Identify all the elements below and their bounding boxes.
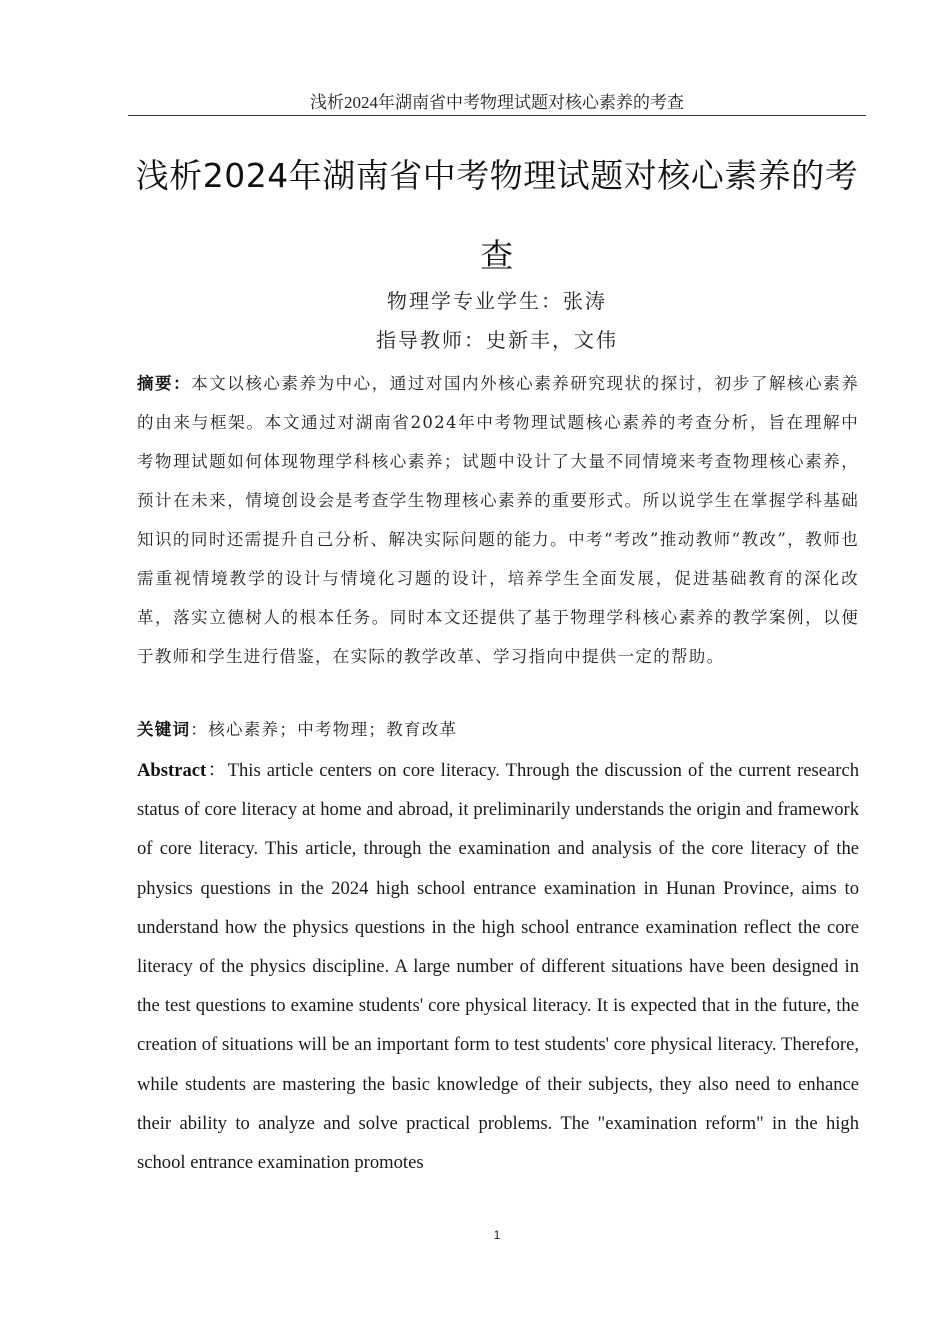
abstract-cn-label: 摘要： xyxy=(137,374,192,393)
header-divider xyxy=(128,115,866,116)
keywords-label: 关键词 xyxy=(137,720,191,739)
keywords-text: ：核心素养；中考物理；教育改革 xyxy=(190,720,458,739)
abstract-en-text: ：This article centers on core literacy. Through the discussion of the current research status of core literacy at home and abroad, it preliminarily understands the origin and framework of core literacy. This article, through the examination and analysis of the core literacy of the physics questions in the 2024 high school entrance examination in Hunan Province, aims to understand how the physics questions in the high school entrance examination reflect the core literacy of the physics discipline. A large number of different situations have been designed in the test questions to examine students' core physical literacy. It is expected that in the future, the creation of situations will be an important form to test students' core physical literacy. Therefore, while students are mastering the basic knowledge of their subjects, they also need to enhance their ability to analyze and solve practical problems. The "examination reform" in the high school entrance examination promotes xyxy=(137,760,859,1174)
keywords xyxy=(137,715,859,745)
abstract-chinese xyxy=(137,364,859,676)
author-line: 物理学专业学生：张涛 xyxy=(387,289,607,313)
abstract-english xyxy=(137,751,859,1182)
abstract-en-label: Abstract xyxy=(137,760,207,781)
running-header: 浅析2024年湖南省中考物理试题对核心素养的考查 xyxy=(310,93,684,112)
advisor-line: 指导教师：史新丰，文伟 xyxy=(376,328,618,352)
abstract-cn-text: 本文以核心素养为中心，通过对国内外核心素养研究现状的探讨，初步了解核心素养的由来与框架。本文通过对湖南省2024年中考物理试题核心素养的考查分析，旨在理解中考物理试题如何体现物理学科核心素养；试题中设计了大量不同情境来考查物理核心素养，预计在未来，情境创设会是考查学生物理核心素养的重要形式。所以说学生在掌握学科基础知识的同时还需提升自己分析、解决实际问题的能力。中考“考改”推动教师“教改”，教师也需重视情境教学的设计与情境化习题的设计，培养学生全面发展，促进基础教育的深化改革，落实立德树人的根本任务。同时本文还提供了基于物理学科核心素养的教学案例，以便于教师和学生进行借鉴，在实际的教学改革、学习指向中提供一定的帮助。 xyxy=(137,374,859,666)
paper-title: 浅析2024年湖南省中考物理试题对核心素养的考查 xyxy=(135,156,859,275)
page-number: 1 xyxy=(493,1228,501,1242)
